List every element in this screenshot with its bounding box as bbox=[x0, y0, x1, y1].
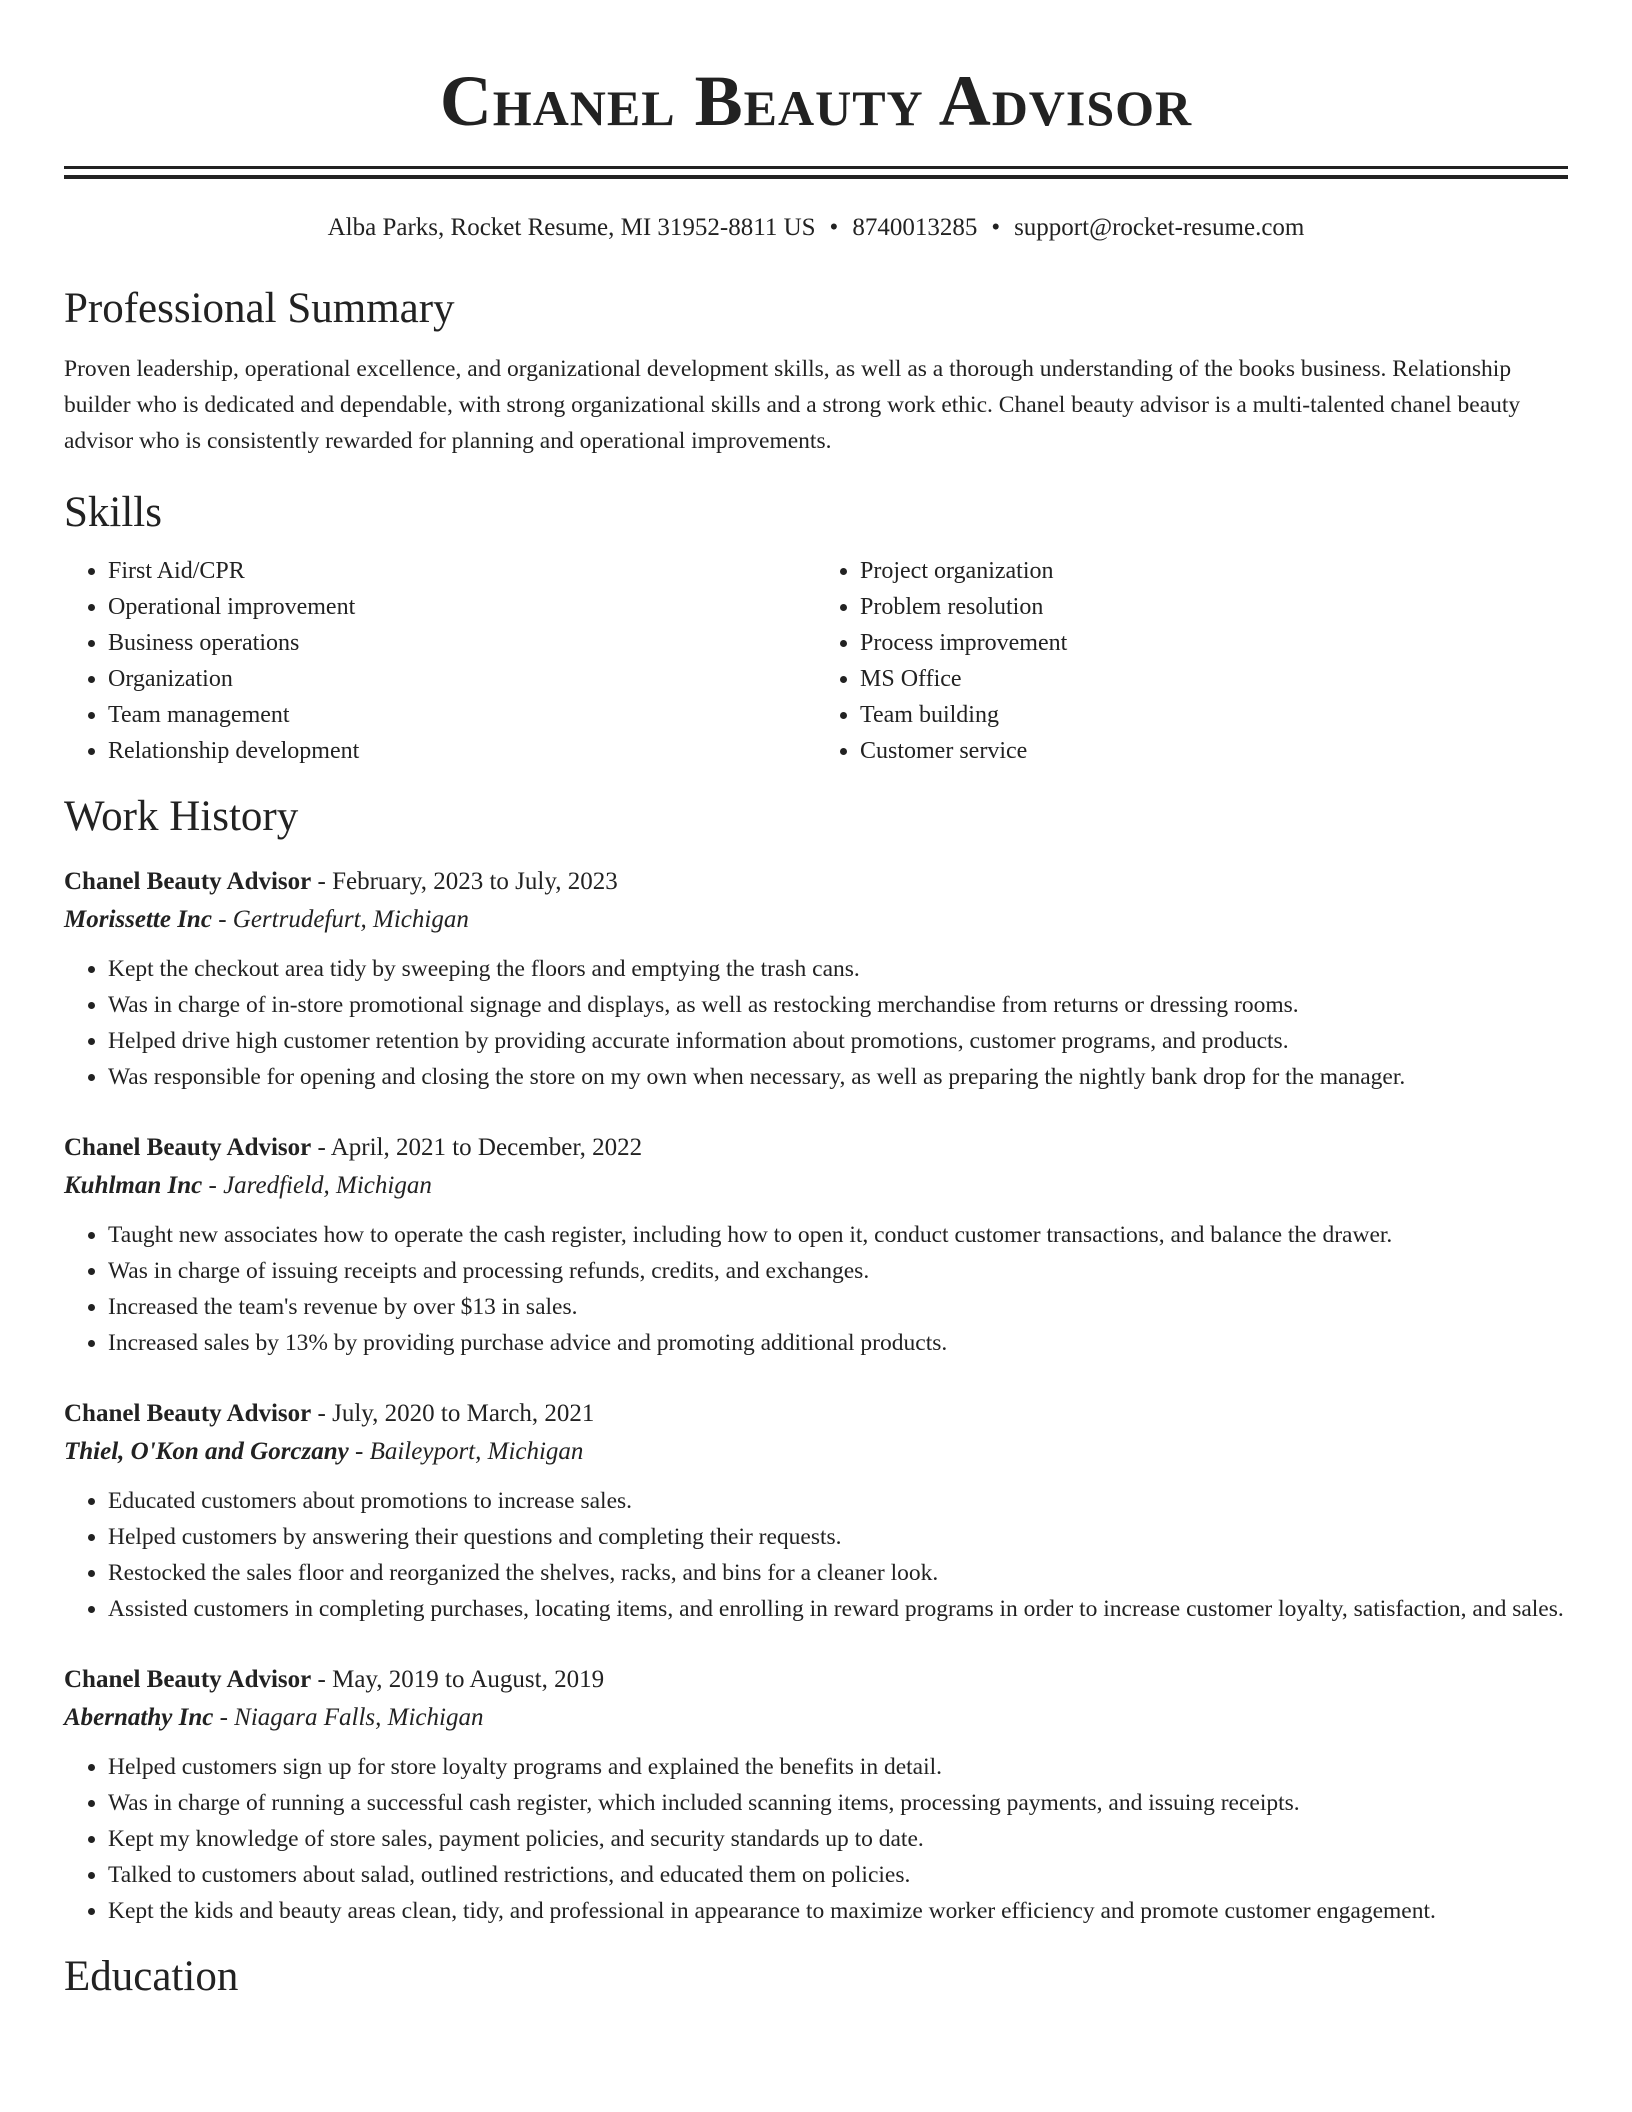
skill-item: • Project organization bbox=[860, 553, 1568, 589]
job-dates: - July, 2020 to March, 2021 bbox=[311, 1400, 595, 1427]
job-bullets bbox=[64, 1749, 1568, 1929]
job-dates: - February, 2023 to July, 2023 bbox=[311, 868, 618, 895]
job-bullet: • Restocked the sales floor and reorganized the shelves, racks, and bins for a cleaner look. bbox=[108, 1555, 1568, 1591]
skill-item: • Relationship development bbox=[108, 733, 816, 769]
skills-heading: Skills bbox=[64, 489, 162, 536]
job-entry bbox=[64, 863, 1568, 1095]
skill-item: • Customer service bbox=[860, 733, 1568, 769]
skills-column-left bbox=[64, 553, 816, 769]
job-bullet: • Talked to customers about salad, outlined restrictions, and educated them on policies. bbox=[108, 1857, 1568, 1893]
job-company: Kuhlman Inc bbox=[64, 1172, 203, 1199]
job-entry bbox=[64, 1661, 1568, 1929]
header-rule-top bbox=[64, 166, 1568, 169]
job-bullets bbox=[64, 1217, 1568, 1361]
job-bullet: • Assisted customers in completing purchases, locating items, and enrolling in reward programs in order to increase customer loyalty, satisfaction, and sales. bbox=[108, 1591, 1568, 1627]
job-bullet: • Helped customers by answering their questions and completing their requests. bbox=[108, 1519, 1568, 1555]
job-bullet: • Was in charge of running a successful cash register, which included scanning items, processing payments, and issuing receipts. bbox=[108, 1785, 1568, 1821]
job-bullet: • Increased the team's revenue by over $13 in sales. bbox=[108, 1289, 1568, 1325]
job-bullet: • Educated customers about promotions to increase sales. bbox=[108, 1483, 1568, 1519]
job-bullet: • Increased sales by 13% by providing purchase advice and promoting additional products. bbox=[108, 1325, 1568, 1361]
job-employer bbox=[64, 1167, 1568, 1205]
skill-item: • Operational improvement bbox=[108, 589, 816, 625]
job-header bbox=[64, 1661, 1568, 1699]
job-location: - Niagara Falls, Michigan bbox=[213, 1704, 484, 1731]
job-role: Chanel Beauty Advisor bbox=[64, 1666, 312, 1693]
job-employer bbox=[64, 1433, 1568, 1471]
job-company: Morissette Inc bbox=[64, 906, 212, 933]
skill-item: • Team building bbox=[860, 697, 1568, 733]
skill-item: • MS Office bbox=[860, 661, 1568, 697]
job-bullet: • Kept the kids and beauty areas clean, tidy, and professional in appearance to maximize worker efficiency and promote customer engagement. bbox=[108, 1893, 1568, 1929]
resume-name: Chanel Beauty Advisor bbox=[439, 61, 1193, 141]
job-bullet: • Was responsible for opening and closing the store on my own when necessary, as well as preparing the nightly bank drop for the manager. bbox=[108, 1059, 1568, 1095]
job-bullet: • Kept the checkout area tidy by sweeping the floors and emptying the trash cans. bbox=[108, 951, 1568, 987]
job-bullet: • Taught new associates how to operate the cash register, including how to open it, conduct customer transactions, and balance the drawer. bbox=[108, 1217, 1568, 1253]
skill-item: • Problem resolution bbox=[860, 589, 1568, 625]
job-bullet: • Was in charge of issuing receipts and processing refunds, credits, and exchanges. bbox=[108, 1253, 1568, 1289]
skill-item: • Process improvement bbox=[860, 625, 1568, 661]
summary-text: Proven leadership, operational excellence, and organizational development skills, as well as a thorough understanding of the books business. Relationship builder who is dedicated and dependable, with strong organizational skills and a strong work ethic. Chanel beauty advisor is a multi-talented chanel beauty advisor who is consistently rewarded for planning and operational improvements. bbox=[64, 356, 1521, 454]
job-employer bbox=[64, 901, 1568, 939]
job-bullet: • Was in charge of in-store promotional signage and displays, as well as restocking merchandise from returns or dressing rooms. bbox=[108, 987, 1568, 1023]
job-entry bbox=[64, 1395, 1568, 1627]
contact-address: Alba Parks, Rocket Resume, MI 31952-8811 US bbox=[327, 214, 816, 241]
contact-phone: 8740013285 bbox=[852, 214, 978, 241]
summary-heading: Professional Summary bbox=[64, 285, 455, 332]
job-employer bbox=[64, 1699, 1568, 1737]
contact-email: support@rocket-resume.com bbox=[1014, 214, 1305, 241]
job-dates: - May, 2019 to August, 2019 bbox=[311, 1666, 605, 1693]
job-header bbox=[64, 1129, 1568, 1167]
skills-list bbox=[64, 553, 1568, 769]
job-company: Abernathy Inc bbox=[64, 1704, 214, 1731]
contact-separator: • bbox=[829, 214, 839, 241]
contact-line bbox=[64, 211, 1568, 245]
job-company: Thiel, O'Kon and Gorczany bbox=[64, 1438, 349, 1465]
job-location: - Baileyport, Michigan bbox=[348, 1438, 584, 1465]
header-rule-bottom bbox=[64, 175, 1568, 179]
contact-separator: • bbox=[991, 214, 1001, 241]
job-role: Chanel Beauty Advisor bbox=[64, 1400, 312, 1427]
work-history-heading: Work History bbox=[64, 793, 299, 840]
skill-item: • First Aid/CPR bbox=[108, 553, 816, 589]
job-header bbox=[64, 863, 1568, 901]
job-dates: - April, 2021 to December, 2022 bbox=[311, 1134, 643, 1161]
education-heading: Education bbox=[64, 1953, 239, 2000]
job-role: Chanel Beauty Advisor bbox=[64, 1134, 312, 1161]
skill-item: • Business operations bbox=[108, 625, 816, 661]
job-role: Chanel Beauty Advisor bbox=[64, 868, 312, 895]
job-bullets bbox=[64, 1483, 1568, 1627]
skills-column-right bbox=[816, 553, 1568, 769]
job-location: - Jaredfield, Michigan bbox=[202, 1172, 432, 1199]
skill-item: • Team management bbox=[108, 697, 816, 733]
job-bullet: • Helped customers sign up for store loyalty programs and explained the benefits in detail. bbox=[108, 1749, 1568, 1785]
job-bullet: • Helped drive high customer retention by providing accurate information about promotions, customer programs, and products. bbox=[108, 1023, 1568, 1059]
skill-item: • Organization bbox=[108, 661, 816, 697]
job-entry bbox=[64, 1129, 1568, 1361]
job-header bbox=[64, 1395, 1568, 1433]
job-bullets bbox=[64, 951, 1568, 1095]
job-bullet: • Kept my knowledge of store sales, payment policies, and security standards up to date. bbox=[108, 1821, 1568, 1857]
job-location: - Gertrudefurt, Michigan bbox=[211, 906, 469, 933]
